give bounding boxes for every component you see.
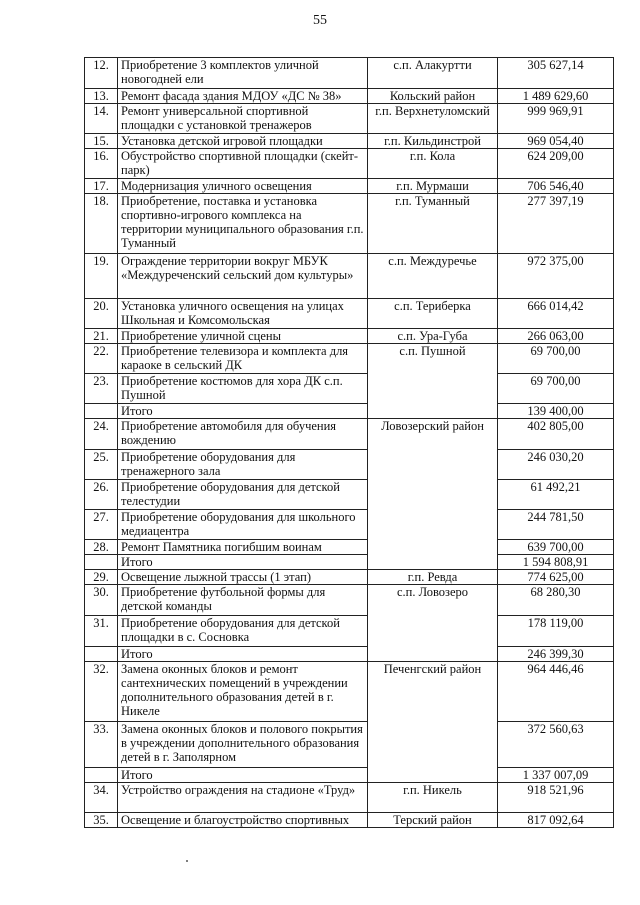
- row-number: 33.: [85, 722, 118, 768]
- project-name: Приобретение автомобиля для обучения вождению: [118, 419, 368, 450]
- row-number: [85, 768, 118, 783]
- subtotal-row: [85, 768, 614, 783]
- amount: 639 700,00: [498, 540, 614, 555]
- amount: 666 014,42: [498, 299, 614, 329]
- subtotal-label: Итого: [118, 647, 368, 662]
- table-row: [85, 104, 614, 134]
- row-number: 29.: [85, 570, 118, 585]
- row-number: 15.: [85, 134, 118, 149]
- table-row: [85, 134, 614, 149]
- table-row: [85, 419, 614, 450]
- subtotal-label: Итого: [118, 768, 368, 783]
- project-name: Освещение лыжной трассы (1 этап): [118, 570, 368, 585]
- municipality: с.п. Териберка: [368, 299, 498, 329]
- row-number: 14.: [85, 104, 118, 134]
- row-number: 18.: [85, 194, 118, 254]
- row-number: 19.: [85, 254, 118, 299]
- subtotal-amount: 246 399,30: [498, 647, 614, 662]
- row-number: 13.: [85, 89, 118, 104]
- row-number: 22.: [85, 344, 118, 374]
- municipality: с.п. Пушной: [368, 344, 498, 419]
- amount: 178 119,00: [498, 616, 614, 647]
- row-number: 23.: [85, 374, 118, 404]
- row-number: 28.: [85, 540, 118, 555]
- table-row: [85, 194, 614, 254]
- subtotal-amount: 1 337 007,09: [498, 768, 614, 783]
- table-row: [85, 254, 614, 299]
- row-number: 24.: [85, 419, 118, 450]
- amount: 246 030,20: [498, 450, 614, 480]
- municipality: г.п. Верхнетуломский: [368, 104, 498, 134]
- row-number: 26.: [85, 480, 118, 510]
- row-number: [85, 555, 118, 570]
- municipality: Кольский район: [368, 89, 498, 104]
- project-name: Приобретение костюмов для хора ДК с.п. Пушной: [118, 374, 368, 404]
- municipality: г.п. Туманный: [368, 194, 498, 254]
- row-number: [85, 404, 118, 419]
- subtotal-label: Итого: [118, 555, 368, 570]
- amount: 964 446,46: [498, 662, 614, 722]
- project-name: Модернизация уличного освещения: [118, 179, 368, 194]
- subtotal-row: [85, 647, 614, 662]
- amount: 999 969,91: [498, 104, 614, 134]
- subtotal-amount: 139 400,00: [498, 404, 614, 419]
- row-number: 27.: [85, 510, 118, 540]
- table-row: [85, 329, 614, 344]
- municipality: г.п. Кильдинстрой: [368, 134, 498, 149]
- project-name: Ограждение территории вокруг МБУК «Междуреченский сельский дом культуры»: [118, 254, 368, 299]
- project-name: Приобретение 3 комплектов уличной новогодней ели: [118, 58, 368, 89]
- subtotal-label: Итого: [118, 404, 368, 419]
- row-number: 21.: [85, 329, 118, 344]
- amount: 774 625,00: [498, 570, 614, 585]
- amount: 918 521,96: [498, 783, 614, 813]
- row-number: 12.: [85, 58, 118, 89]
- table-row: [85, 616, 614, 647]
- projects-table: [84, 57, 614, 828]
- table-row: [85, 570, 614, 585]
- table-row: [85, 510, 614, 540]
- amount: 624 209,00: [498, 149, 614, 179]
- municipality: г.п. Мурмаши: [368, 179, 498, 194]
- table-row: [85, 450, 614, 480]
- municipality: Терский район: [368, 813, 498, 828]
- table-row: [85, 480, 614, 510]
- table-row: [85, 662, 614, 722]
- project-name: Ремонт Памятника погибшим воинам: [118, 540, 368, 555]
- project-name: Приобретение уличной сцены: [118, 329, 368, 344]
- table-row: [85, 722, 614, 768]
- project-name: Приобретение оборудования для детской площадки в с. Сосновка: [118, 616, 368, 647]
- project-name: Замена оконных блоков и полового покрытия в учреждении дополнительного образования детей в г. Заполярном: [118, 722, 368, 768]
- project-name: Приобретение телевизора и комплекта для караоке в сельский ДК: [118, 344, 368, 374]
- table-row: [85, 374, 614, 404]
- project-name: Устройство ограждения на стадионе «Труд»: [118, 783, 368, 813]
- project-name: Приобретение оборудования для детской телестудии: [118, 480, 368, 510]
- table-row: [85, 783, 614, 813]
- amount: 372 560,63: [498, 722, 614, 768]
- table-row: [85, 299, 614, 329]
- amount: 817 092,64: [498, 813, 614, 828]
- row-number: 32.: [85, 662, 118, 722]
- project-name: Приобретение оборудования для тренажерного зала: [118, 450, 368, 480]
- table-row: [85, 540, 614, 555]
- amount: 266 063,00: [498, 329, 614, 344]
- amount: 244 781,50: [498, 510, 614, 540]
- row-number: [85, 647, 118, 662]
- subtotal-row: [85, 555, 614, 570]
- municipality: с.п. Междуречье: [368, 254, 498, 299]
- row-number: 16.: [85, 149, 118, 179]
- project-name: Ремонт универсальной спортивной площадки с установкой тренажеров: [118, 104, 368, 134]
- amount: 69 700,00: [498, 374, 614, 404]
- amount: 69 700,00: [498, 344, 614, 374]
- subtotal-amount: 1 594 808,91: [498, 555, 614, 570]
- project-name: Приобретение оборудования для школьного медиацентра: [118, 510, 368, 540]
- municipality: г.п. Никель: [368, 783, 498, 813]
- municipality: г.п. Ревда: [368, 570, 498, 585]
- table-row: [85, 344, 614, 374]
- municipality: г.п. Кола: [368, 149, 498, 179]
- row-number: 34.: [85, 783, 118, 813]
- municipality: с.п. Алакуртти: [368, 58, 498, 89]
- table-row: [85, 149, 614, 179]
- amount: 972 375,00: [498, 254, 614, 299]
- page-number: 55: [313, 13, 327, 28]
- row-number: 31.: [85, 616, 118, 647]
- project-name: Приобретение, поставка и установка спортивно-игрового комплекса на территории муниципального образования г.п. Туманный: [118, 194, 368, 254]
- row-number: 35.: [85, 813, 118, 828]
- project-name: Замена оконных блоков и ремонт сантехнических помещений в учреждении дополнительного образования детей в г. Никеле: [118, 662, 368, 722]
- table-row: [85, 813, 614, 828]
- row-number: 25.: [85, 450, 118, 480]
- amount: 1 489 629,60: [498, 89, 614, 104]
- row-number: 17.: [85, 179, 118, 194]
- project-name: Приобретение футбольной формы для детской команды: [118, 585, 368, 616]
- row-number: 20.: [85, 299, 118, 329]
- municipality: Ловозерский район: [368, 419, 498, 570]
- table-row: [85, 58, 614, 89]
- amount: 305 627,14: [498, 58, 614, 89]
- table-row: [85, 89, 614, 104]
- table-row: [85, 179, 614, 194]
- municipality: Печенгский район: [368, 662, 498, 783]
- subtotal-row: [85, 404, 614, 419]
- table-row: [85, 585, 614, 616]
- amount: 969 054,40: [498, 134, 614, 149]
- project-name: Установка уличного освещения на улицах Школьная и Комсомольская: [118, 299, 368, 329]
- project-name: Обустройство спортивной площадки (скейт-парк): [118, 149, 368, 179]
- amount: 706 546,40: [498, 179, 614, 194]
- amount: 402 805,00: [498, 419, 614, 450]
- municipality: с.п. Ловозеро: [368, 585, 498, 662]
- project-name: Ремонт фасада здания МДОУ «ДС № 38»: [118, 89, 368, 104]
- municipality: с.п. Ура-Губа: [368, 329, 498, 344]
- amount: 277 397,19: [498, 194, 614, 254]
- scan-speck: [186, 860, 188, 862]
- project-name: Освещение и благоустройство спортивных: [118, 813, 368, 828]
- row-number: 30.: [85, 585, 118, 616]
- project-name: Установка детской игровой площадки: [118, 134, 368, 149]
- amount: 61 492,21: [498, 480, 614, 510]
- amount: 68 280,30: [498, 585, 614, 616]
